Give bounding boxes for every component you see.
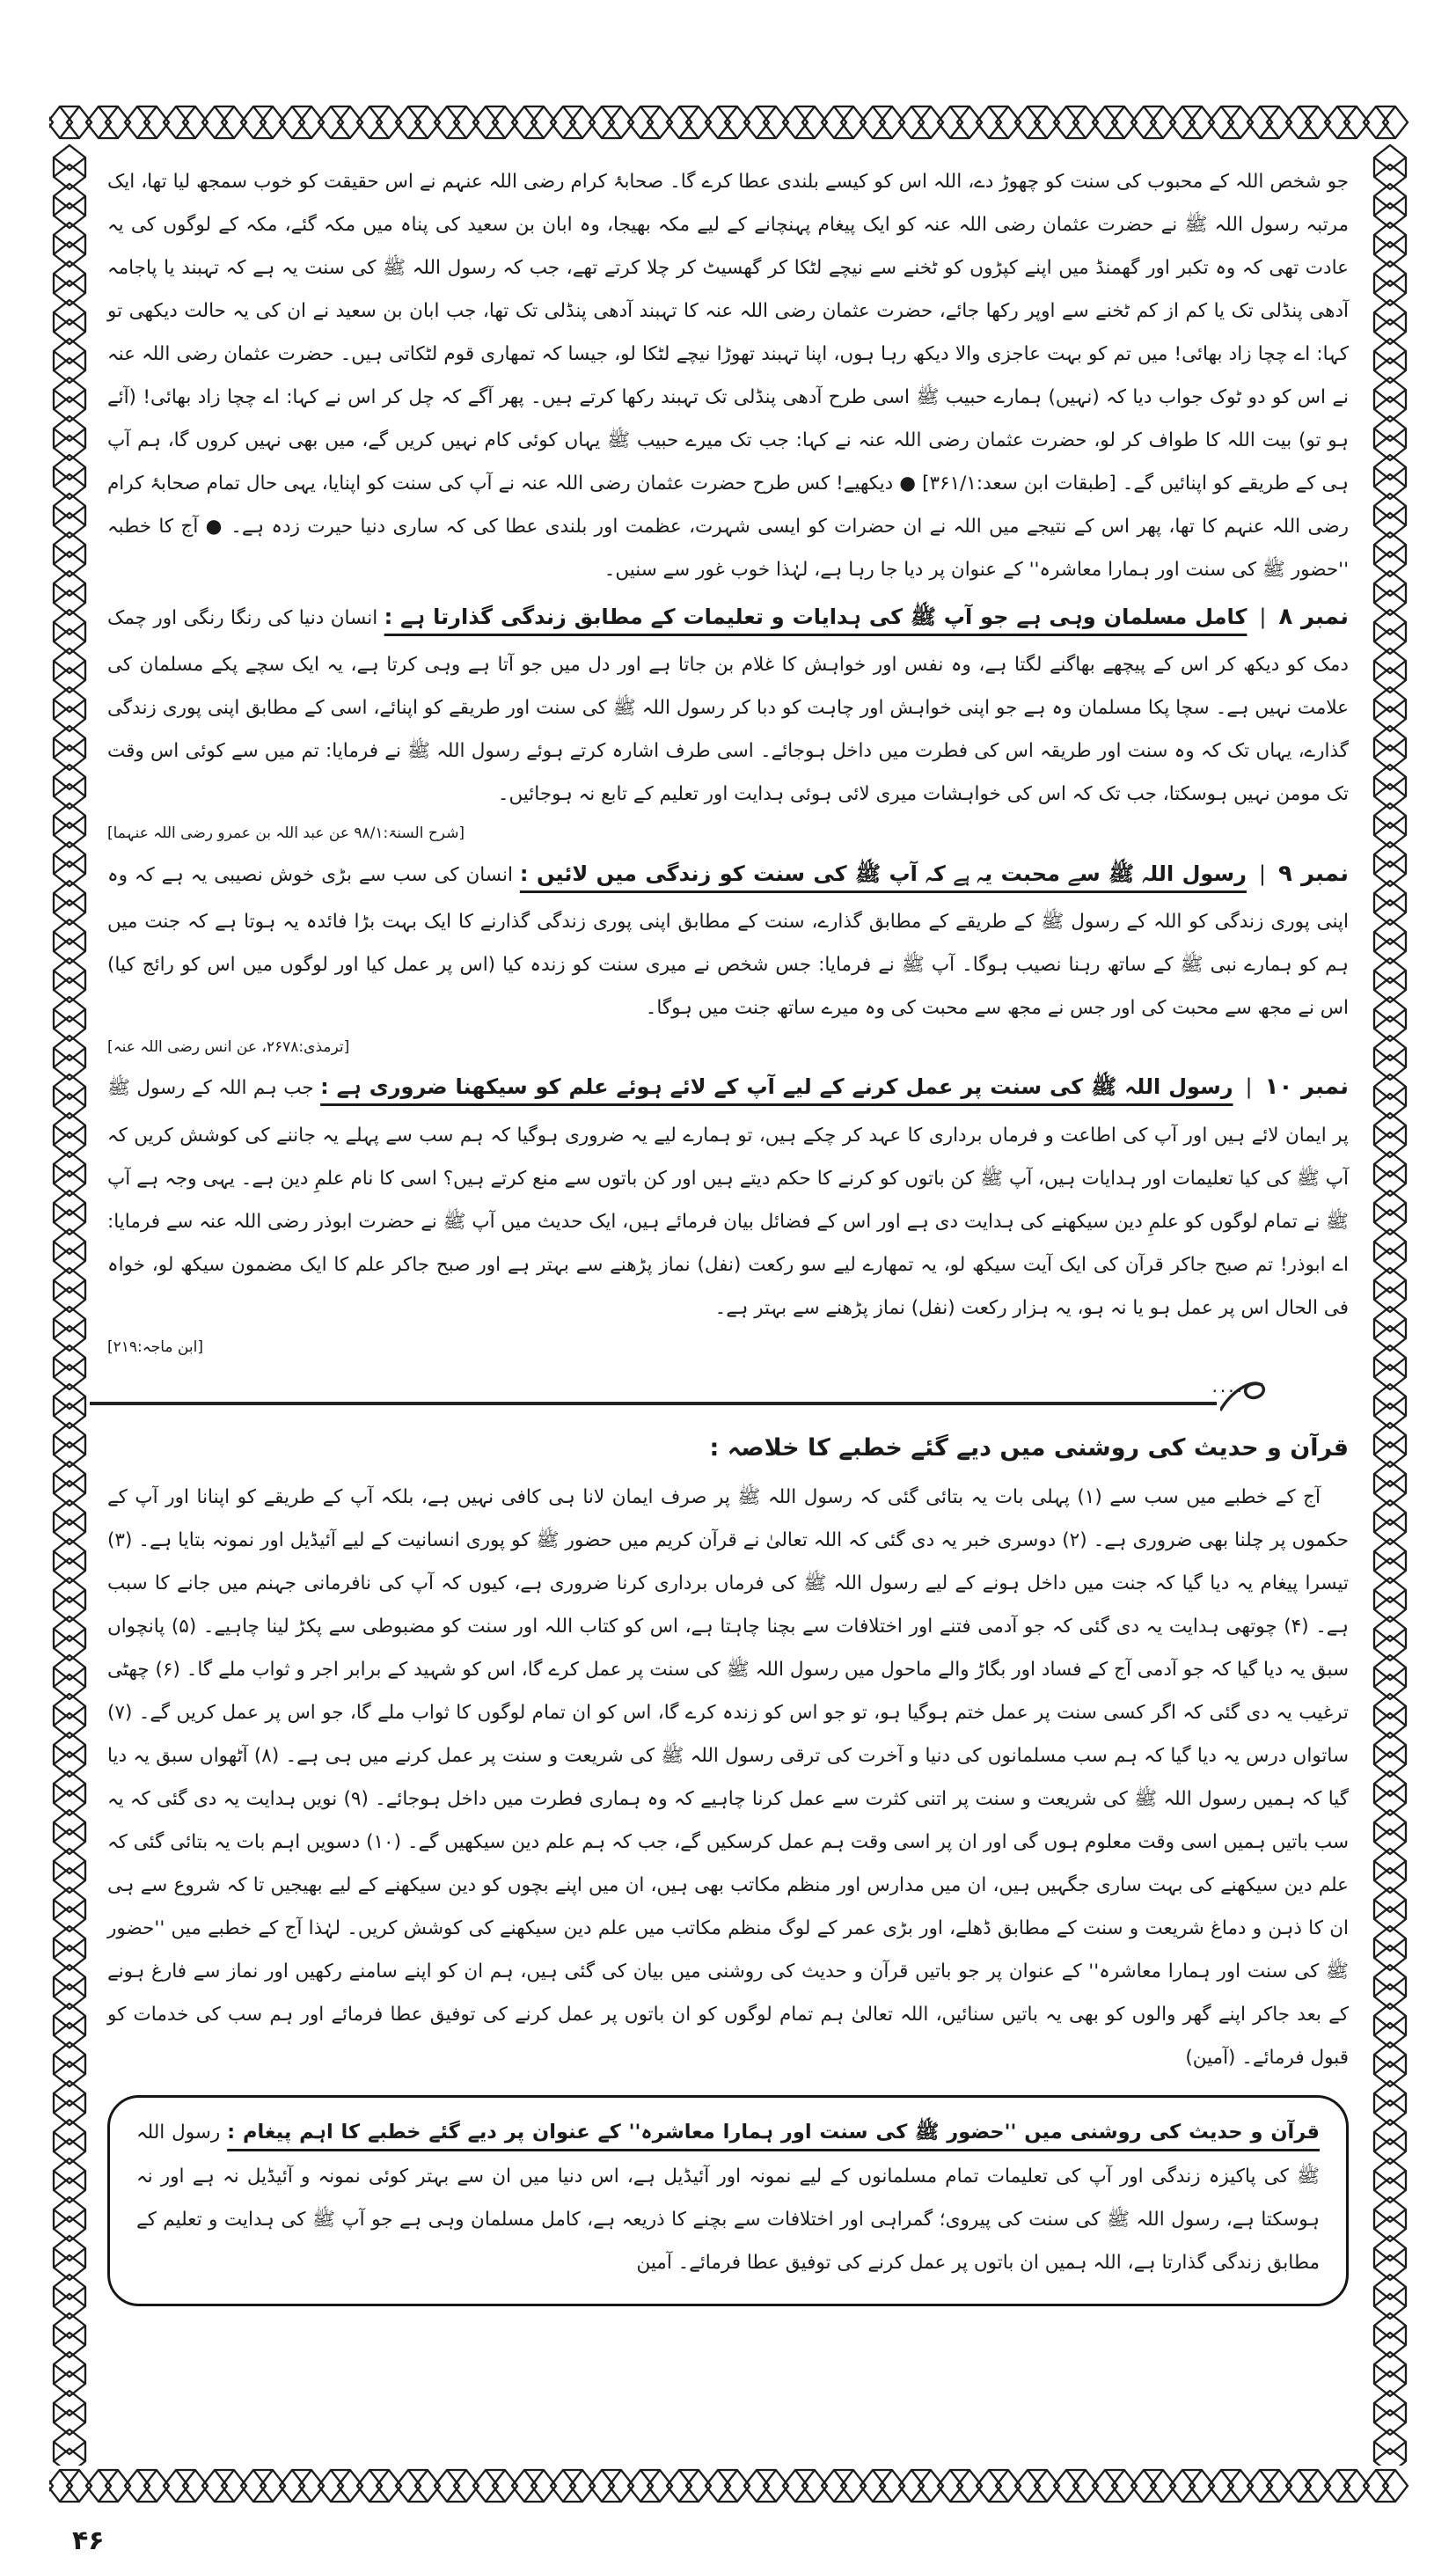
intro-paragraph — [107, 160, 1349, 591]
intro-text: جو شخص اللہ کے محبوب کی سنت کو چھوڑ دے، اللہ اس کو کیسے بلندی عطا کرے گا۔ صحابۂ کرام رضی اللہ عنہم نے اس حقیقت کو خوب سمجھ لیا تھا، ایک مرتبہ رسول اللہ ﷺ نے حضرت عثمان رضی اللہ عنہ کو ایک پیغام پہنچانے کے لیے مکہ بھیجا، وہ ابان بن سعید کی پناہ میں مکہ گئے، مکہ کے لوگوں کی یہ عادت تھی کہ وہ تکبر اور گھمنڈ میں اپنے کپڑوں کو ٹخنے سے نیچے لٹکا کر گھسیٹ کر چلا کرتے تھے، جب کہ رسول اللہ ﷺ کی سنت یہ ہے کہ تہبند یا پاجامہ آدھی پنڈلی تک یا کم از کم ٹخنے سے اوپر رکھا جائے، حضرت عثمان رضی اللہ عنہ کا تہبند آدھی پنڈلی تک تھا، جب ابان بن سعید نے ان کی یہ حالت دیکھی تو کہا: اے چچا زاد بھائی! میں تم کو بہت عاجزی والا دیکھ رہا ہوں، اپنا تہبند تھوڑا نیچے لٹکا لو، جیسا کہ تمھاری قوم لٹکاتی ہیں۔ حضرت عثمان رضی اللہ عنہ نے اس کو دو ٹوک جواب دیا کہ (نہیں) ہمارے حبیب ﷺ اسی طرح آدھی پنڈلی تک تہبند رکھا کرتے ہیں۔ پھر آگے کہ چل کر اس نے کہا: اے چچا زاد بھائی! (آئے ہو تو) بیت اللہ کا طواف کر لو، حضرت عثمان رضی اللہ عنہ نے کہا: جب تک میرے حبیب ﷺ یہاں کوئی کام نہیں کریں گے، میں بھی نہیں کروں گا، ہم آپ ہی کے طریقے کو اپنائیں گے۔ [طبقات ابن سعد:۳۶۱/۱] ● دیکھیے! کس طرح حضرت عثمان رضی اللہ عنہ نے آپ کی سنت کو اپنایا، یہی حال تمام صحابۂ کرام رضی اللہ عنہم کا تھا، پھر اس کے نتیجے میں اللہ نے ان حضرات کو ایسی شہرت، عظمت اور بلندی عطا کی کہ ساری دنیا حیرت زدہ ہے۔ ● آج کا خطبہ ''حضور ﷺ کی سنت اور ہمارا معاشرہ'' کے عنوان پر دیا جا رہا ہے، لہٰذا خوب غور سے سنیں۔ — [107, 171, 1349, 582]
section-9 — [107, 848, 1349, 1062]
divider-line — [90, 1402, 1217, 1405]
page-number: ۴۶ — [72, 2525, 105, 2556]
section-body: انسان کی سب سے بڑی خوش نصیبی یہ ہے کہ وہ اپنی پوری زندگی کو اللہ کے رسول ﷺ کے طریقے کے مطابق گذارے، سنت کے مطابق اپنی پوری زندگی گذارنے کا ایک بہت بڑا فائدہ یہ ہوتا ہے کہ جنت میں ہم کو ہمارے نبی ﷺ کے ساتھ رہنا نصیب ہوگا۔ آپ ﷺ نے فرمایا: جس شخص نے میری سنت کو زندہ کیا (اس پر عمل کیا اور لوگوں میں اس کو رائج کیا) اس نے مجھ سے محبت کی اور جس نے مجھ سے محبت کی وہ میرے ساتھ جنت میں ہوگا۔ — [107, 863, 1349, 1020]
summary-heading: قرآن و حدیث کی روشنی میں دیے گئے خطبے کا خلاصہ : — [709, 1434, 1349, 1462]
section-heading: رسول اللہ ﷺ کی سنت پر عمل کرنے کے لیے آپ کے لائے ہوئے علم کو سیکھنا ضروری ہے : — [320, 1074, 1233, 1100]
section-10 — [107, 1061, 1349, 1361]
section-heading: کامل مسلمان وہی ہے جو آپ ﷺ کی ہدایات و تعلیمات کے مطابق زندگی گذارتا ہے : — [384, 605, 1247, 630]
key-message-box — [107, 2095, 1349, 2306]
section-separator: | — [1258, 861, 1266, 886]
section-separator: | — [1259, 605, 1267, 630]
message-box-body: رسول اللہ ﷺ کی پاکیزہ زندگی اور آپ کی تعلیمات تمام مسلمانوں کے لیے نمونہ اور آئیڈیل ہے، اس دنیا میں ان سے بہتر کوئی نمونہ و آئیڈیل نہ ہے اور نہ ہوسکتا ہے، رسول اللہ ﷺ کی سنت کی پیروی؛ گمراہی اور اختلافات سے بچنے کا ذریعہ ہے، کامل مسلمان وہی ہے جو آپ ﷺ کی ہدایت و تعلیم کے مطابق زندگی گذارتا ہے، اللہ ہمیں ان باتوں پر عمل کرنے کی توفیق عطا فرمائے۔ آمین — [136, 2121, 1320, 2275]
summary-paragraph: آج کے خطبے میں سب سے (۱) پہلی بات یہ بتائی گئی کہ رسول اللہ ﷺ پر صرف ایمان لانا ہی کافی نہیں ہے، بلکہ آپ کے طریقے کو اپنانا اور آپ کے حکموں پر چلنا بھی ضروری ہے۔ (۲) دوسری خبر یہ دی گئی کہ اللہ تعالیٰ نے قرآن کریم میں حضور ﷺ کو پوری انسانیت کے لیے آئیڈیل اور نمونہ بتایا ہے۔ (۳) تیسرا پیغام یہ دیا گیا کہ جنت میں داخل ہونے کے لیے رسول اللہ ﷺ کی فرماں برداری کرنا ضروری ہے، کیوں کہ آپ کی نافرمانی جہنم میں جانے کا سبب ہے۔ (۴) چوتھی ہدایت یہ دی گئی کہ جو آدمی فتنے اور اختلافات سے بچنا چاہتا ہے، اس کو کتاب اللہ اور سنت کو مضبوطی سے پکڑ لینا چاہیے۔ (۵) پانچواں سبق یہ دیا گیا کہ جو آدمی آج کے فساد اور بگاڑ والے ماحول میں رسول اللہ ﷺ کی سنت پر عمل کرے گا، اس کو شہید کے برابر اجر و ثواب ملے گا۔ (۶) چھٹی ترغیب یہ دی گئی کہ اگر کسی سنت پر عمل ختم ہوگیا ہو، تو جو اس کو زندہ کرے گا، اس کو ان تمام لوگوں کا ثواب ملے گا، جو اس پر عمل کریں گے۔ (۷) ساتواں درس یہ دیا گیا کہ ہم سب مسلمانوں کی دنیا و آخرت کی ترقی رسول اللہ ﷺ کی شریعت و سنت پر عمل کرنے میں ہی ہے۔ (۸) آٹھواں سبق یہ دیا گیا کہ ہمیں رسول اللہ ﷺ کی شریعت و سنت پر اتنی کثرت سے عمل کرنا چاہیے کہ وہ ہماری فطرت میں داخل ہوجائے۔ (۹) نویں ہدایت یہ دی گئی کہ یہ سب باتیں ہمیں اسی وقت معلوم ہوں گی اور ان پر اسی وقت ہم عمل کرسکیں گے، جب کہ ہم علم دین سیکھیں گے۔ (۱۰) دسویں اہم بات یہ بتائی گئی کہ علم دین سیکھنے کی بہت ساری جگہیں ہیں، ان میں مدارس اور منظم مکاتب بھی ہیں، ان میں اپنے بچوں کو دین سیکھنے کے لیے بھیجیں تا کہ شروع سے ہی ان کا ذہن و دماغ شریعت و سنت کے مطابق ڈھلے، اور بڑی عمر کے لوگ منظم مکاتب میں علم دین سیکھنے کی کوشش کریں۔ لہٰذا آج کے خطبے میں ''حضور ﷺ کی سنت اور ہمارا معاشرہ'' کے عنوان پر جو باتیں قرآن و حدیث کی روشنی میں بیان کی گئی ہیں، ہم ان کو اپنے سامنے رکھیں اور نماز سے فارغ ہونے کے بعد جاکر اپنے گھر والوں کو بھی یہ باتیں سنائیں، اللہ تعالیٰ ہم تمام لوگوں کو ان باتوں پر عمل کرنے کی توفیق عطا فرمائے اور ہم سب کی خدمات کو قبول فرمائے۔ (آمین) — [107, 1485, 1350, 2069]
chain-border-bottom-icon — [49, 2466, 1410, 2506]
section-separator: | — [1245, 1074, 1253, 1100]
citation: [شرح السنۃ:۹۸/۱ عن عبد اللہ بن عمرو رضی اللہ عنہما] — [107, 824, 465, 843]
chain-border-right-icon — [1370, 143, 1410, 2466]
section-number-label: نمبر ۱۰ — [1264, 1074, 1349, 1101]
chain-border-left-icon — [49, 143, 90, 2466]
divider-dots: .... — [1211, 1375, 1245, 1397]
section-body: انسان دنیا کی رنگا رنگی اور چمک دمک کو دیکھ کر اس کے پیچھے بھاگنے لگتا ہے، وہ نفس اور خواہش کا غلام بن جاتا ہے اور دل میں جو آتا ہے وہی کرتا ہے، یہ ایک سچے پکے مسلمان کی علامت نہیں ہے۔ سچا پکا مسلمان وہ ہے جو اپنی خواہش اور چاہت کو دبا کر رسول اللہ ﷺ کی سنت اور طریقے کو اپنائے، اسی کے مطابق اپنی پوری زندگی گذارے، یہاں تک کہ وہ سنت اور طریقہ اس کی فطرت میں داخل ہوجائے۔ اسی طرف اشارہ کرتے ہوئے رسول اللہ ﷺ نے فرمایا: تم میں سے کوئی اس وقت تک مومن نہیں ہوسکتا، جب تک کہ اس کی خواہشات میری لائی ہوئی ہدایت اور تعلیم کے تابع نہ ہوجائیں۔ — [107, 607, 1349, 806]
section-number-label: نمبر ۹ — [1278, 860, 1349, 887]
section-8 — [107, 591, 1349, 848]
message-box-heading: قرآن و حدیث کی روشنی میں ''حضور ﷺ کی سنت اور ہمارا معاشرہ'' کے عنوان پر دیے گئے خطبے کا اہم پیغام : — [227, 2120, 1320, 2144]
page-content — [90, 143, 1370, 2466]
section-divider — [107, 1368, 1349, 1421]
divider-flourish-icon — [1220, 1375, 1268, 1414]
section-heading: رسول اللہ ﷺ سے محبت یہ ہے کہ آپ ﷺ کی سنت کو زندگی میں لائیں : — [519, 861, 1247, 886]
citation: [ترمذی:۲۶۷۸، عن انس رضی اللہ عنہ] — [107, 1038, 350, 1057]
section-body: جب ہم اللہ کے رسول ﷺ پر ایمان لائے ہیں اور آپ کی اطاعت و فرماں برداری کا عہد کر چکے ہیں، تو ہمارے لیے یہ ضروری ہوگیا کہ ہم سب سے پہلے یہ جاننے کی کوشش کریں کہ آپ ﷺ کی کیا تعلیمات اور ہدایات ہیں، آپ ﷺ کن باتوں کو کرنے کا حکم دیتے ہیں اور کن باتوں سے منع کرتے ہیں؟ اسی کا نام علمِ دین ہے۔ یہی وجہ ہے آپ ﷺ نے تمام لوگوں کو علمِ دین سیکھنے کی ہدایت دی ہے اور اس کے فضائل بیان فرمائے ہیں، ایک حدیث میں آپ ﷺ نے حضرت ابوذر رضی اللہ عنہ سے فرمایا: اے ابوذر! تم صبح جاکر قرآن کی ایک آیت سیکھ لو، یہ تمھارے لیے سو رکعت (نفل) نماز پڑھنے سے بہتر ہے اور صبح جاکر علم کا ایک مضمون سیکھ لو، خواہ فی الحال اس پر عمل ہو یا نہ ہو، یہ ہزار رکعت (نفل) نماز پڑھنے سے بہتر ہے۔ — [107, 1077, 1349, 1319]
decorative-frame — [49, 102, 1410, 2506]
section-number-label: نمبر ۸ — [1278, 604, 1349, 631]
chain-border-top-icon — [49, 102, 1410, 143]
citation: [ابن ماجہ:۲۱۹] — [107, 1337, 203, 1356]
